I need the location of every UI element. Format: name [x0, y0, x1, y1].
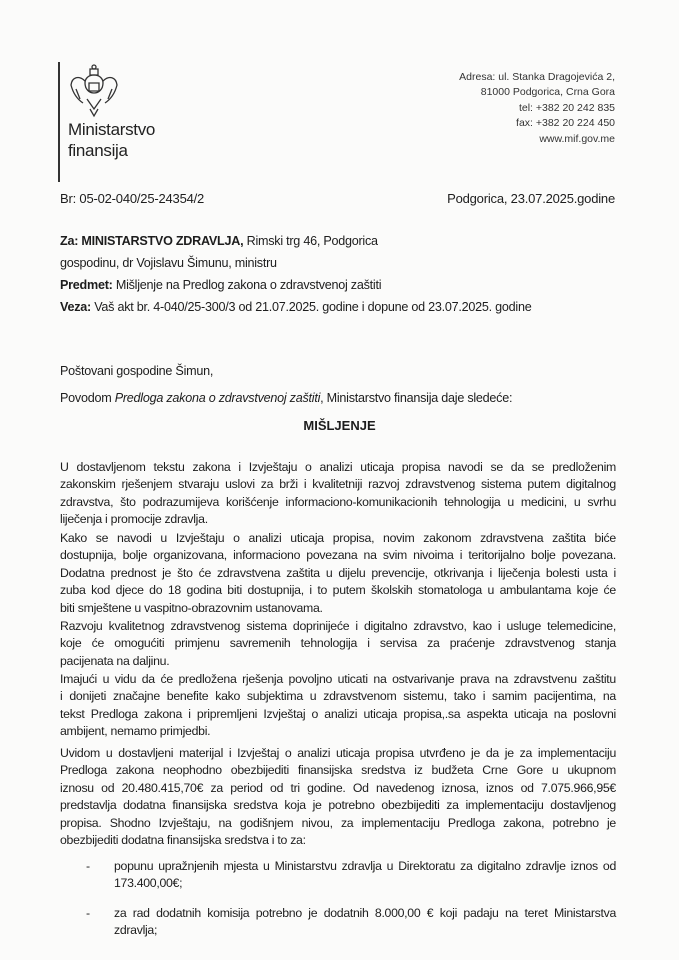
place-date: Podgorica, 23.07.2025.godine	[447, 191, 615, 206]
text-line: obezbijediti dodatna finansijska sredstva i to za:	[60, 832, 306, 847]
letterhead-rule	[58, 62, 60, 182]
text-line: zdravstva, što podrazumijeva korišćenje informaciono-komunikacionih tehnologija u medicini, u svrhu	[60, 494, 616, 509]
recipient-address: Rimski trg 46, Podgorica	[243, 234, 378, 248]
org-name-line1: Ministarstvo	[68, 120, 156, 139]
reference-line	[60, 299, 616, 315]
website-line: www.mif.gov.me	[539, 132, 615, 145]
text-line: ambijent, nemamo primjedbi.	[60, 724, 211, 739]
bullet-item-1	[114, 858, 616, 893]
text-line: Imajući u vidu da će predložena rješenja povoljno uticati na ostvarivanje prava na zdravstvenu zaštitu	[60, 672, 616, 686]
text-line: U dostavljenom tekstu zakona i Izvještaju o analizi uticaja propisa navodi se da se predloženim	[60, 460, 616, 474]
address-block	[459, 70, 615, 147]
subject-text: Mišljenje na Predlog zakona o zdravstvenoj zaštiti	[112, 278, 382, 292]
text-line: pacijenata na daljinu.	[60, 653, 170, 668]
phone-line: tel: +382 20 242 835	[518, 101, 615, 114]
text-line: predstavlja dodatna finansijska sredstva koja je potrebno obezbijediti za implementaciju dostavljenog	[60, 798, 616, 813]
veza-text: Vaš akt br. 4-040/25-300/3 od 21.07.2025. godine i dopune od 23.07.2025. godine	[90, 300, 532, 314]
text-line: iznosu od 20.480.415,70€ za period od tri godine. Od navedenog iznosa, iznos od 7.075.966,95€	[60, 780, 616, 795]
paragraph-3	[60, 618, 616, 670]
intro-post: , Ministarstvo finansija daje sledeće:	[320, 391, 513, 405]
text-line: 173.400,00€;	[114, 876, 183, 891]
text-line: biti smještene u vaspitno-obrazovnim ustanovama.	[60, 600, 323, 615]
intro-line	[60, 390, 616, 406]
text-line: zdravlja;	[114, 923, 158, 938]
org-name-line2: finansija	[68, 141, 128, 160]
address-line: Adresa: ul. Stanka Dragojevića 2,	[459, 71, 615, 83]
predmet-label: Predmet:	[60, 278, 113, 292]
text-line: popunu upražnjenih mjesta u Ministarstvu zdravlja u Direktoratu za digitalno zdravlje iznos od	[114, 859, 616, 873]
bullet-marker: -	[86, 906, 91, 920]
paragraph-5	[60, 745, 616, 849]
text-line: Predloga zakona neophodno obezbijediti finansijska sredstva iz budžeta Crne Gore u ukupnom	[60, 763, 616, 778]
text-line: zakonskim rješenjem stvaraju uslovi za brži i kvalitetniji razvoj zdravstvenog sistema putem digitalnog	[60, 477, 616, 492]
text-line: liječenja i promocije zdravlja.	[60, 512, 208, 527]
intro-pre: Povodom	[60, 391, 115, 405]
intro-law-title: Predloga zakona o zdravstvenoj zaštiti	[114, 391, 321, 405]
text-line: Dodatna prednost je što će zdravstvena zaštita u dijelu prevencije, otkrivanja i liječenja bolesti usta i	[60, 565, 616, 580]
coat-of-arms-icon	[68, 63, 120, 118]
text-line: tekst Predloga zakona i pripremljeni Izvještaj o analizi uticaja propisa,.sa aspekta uticaja na poslovni	[60, 706, 616, 721]
paragraph-1	[60, 459, 616, 529]
city-line: 81000 Podgorica, Crna Gora	[480, 86, 615, 99]
text-line: dostupnija, bolje organizovana, informaciono povezana na svim nivoima i teritorijalno bolje povezana.	[60, 548, 616, 563]
attention-line: gospodinu, dr Vojislavu Šimunu, ministru	[60, 256, 277, 270]
text-line: koje će omogućiti primjenu savremenih tehnologija i servisa za praćenje zdravstvenog stanja	[60, 636, 616, 651]
fax-line: fax: +382 20 224 450	[516, 117, 615, 130]
text-line: Kako se navodi u Izvještaju o analizi uticaja propisa, novim zakonom zdravstvena zaštita biće	[60, 531, 616, 545]
text-line: za rad dodatnih komisija potrebno je dodatnih 8.000,00 € koji padaju na teret Ministarstva	[114, 906, 616, 920]
opinion-heading: MIŠLJENJE	[303, 418, 376, 433]
paragraph-4	[60, 671, 616, 741]
veza-label: Veza:	[60, 300, 91, 314]
paragraph-2	[60, 530, 616, 617]
bullet-marker: -	[86, 859, 91, 873]
text-line: Uvidom u dostavljeni materijal i Izvještaj o analizi uticaja propisa utvrđeno je da je za implementaciju	[60, 746, 616, 760]
recipient-org: MINISTARSTVO ZDRAVLJA,	[81, 234, 244, 248]
text-line: propisa. Shodno Izvještaju, na godišnjem nivou, za implementaciju Predloga zakona, potrebno je	[60, 815, 616, 830]
salutation: Poštovani gospodine Šimun,	[60, 364, 214, 378]
text-line: zuba kod djece do 18 godina biti dostupnija, i to putem školskih stomatologa u ambulantama koje će	[60, 583, 616, 598]
recipient-line	[60, 233, 616, 249]
text-line: i donijeti značajne benefite kako subjektima u zdravstvenom sistemu, tako i samim pacijentima, na	[60, 689, 616, 704]
reference-number: Br: 05-02-040/25-24354/2	[60, 191, 205, 206]
text-line: Razvoju kvalitetnog zdravstvenog sistema doprinijeće i digitalno zdravstvo, kao i usluge telemedicine,	[60, 619, 616, 633]
za-label: Za:	[60, 234, 79, 248]
bullet-item-2	[114, 905, 616, 940]
subject-line	[60, 277, 616, 293]
